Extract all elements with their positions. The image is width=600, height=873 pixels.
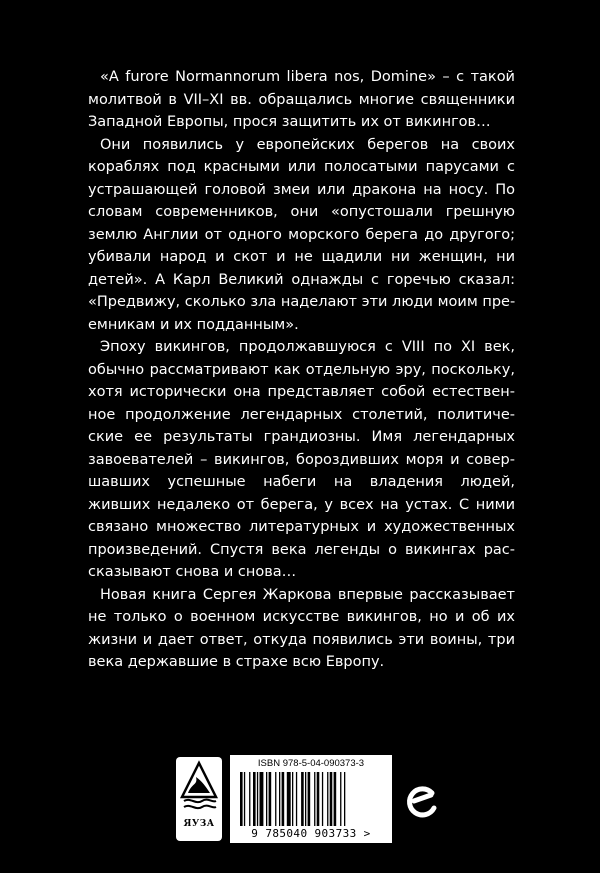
annotation-text xyxy=(88,66,515,674)
text-line: словам современников, они «опустошали грешную xyxy=(88,204,515,220)
text-line: ские ее результаты грандиозны. Имя легендарных xyxy=(88,429,515,445)
text-line: емникам и их подданным». xyxy=(88,316,299,333)
text-line: завоевателей – викингов, бороздивших моря и совер- xyxy=(88,451,515,468)
text-line: детей». А Карл Великий однажды с горечью сказал: xyxy=(88,271,515,288)
text-line: обычно рассматривают как отдельную эру, поскольку, xyxy=(88,361,515,378)
paragraph xyxy=(88,584,515,674)
text-line: хотя исторически она представляет собой естествен- xyxy=(88,384,515,400)
text-line: кораблях под красными или полосатыми парусами с xyxy=(88,159,515,175)
text-line: «Предвижу, сколько зла наделают эти люди моим пре- xyxy=(88,294,516,310)
paragraph xyxy=(88,134,515,337)
text-line: сказывают снова и снова… xyxy=(88,564,297,580)
wave-icon xyxy=(176,757,222,819)
publisher-name: ЯУЗА xyxy=(183,819,215,829)
barcode-bars xyxy=(238,772,384,826)
text-line: устрашающей головой змеи или дракона на носу. По xyxy=(88,181,515,198)
eksmo-logo-icon xyxy=(402,781,442,821)
text-line: ное продолжение легендарных столетий, политиче- xyxy=(88,406,515,423)
yauza-logo-icon xyxy=(176,757,222,841)
paragraph xyxy=(88,336,515,584)
text-line: Эпоху викингов, продолжавшуюся с VIII по XI век, xyxy=(100,339,515,355)
text-line: Они появились у европейских берегов на своих xyxy=(100,136,515,153)
text-line: убивали народ и скот и не щадили ни женщин, ни xyxy=(88,249,515,265)
text-line: связано множество литературных и художественных xyxy=(88,519,515,535)
text-line: живших недалеко от берега, у всех на устах. С ними xyxy=(88,496,515,513)
text-line: Западной Европы, прося защитить их от викингов… xyxy=(88,114,491,130)
text-line: произведений. Спустя века легенды о викингах рас- xyxy=(88,541,515,558)
text-line: жизни и дает ответ, откуда появились эти воины, три xyxy=(88,631,515,648)
text-line: «A furore Normannorum libera nos, Domine» – с такой xyxy=(100,69,515,85)
barcode-digits: 9 785040 903733 > xyxy=(251,827,371,840)
back-cover-footer xyxy=(176,755,442,845)
paragraph xyxy=(88,66,515,134)
text-line: века державшие в страхе всю Европу. xyxy=(88,654,385,670)
text-line: не только о военном искусстве викингов, но и об их xyxy=(88,609,515,625)
text-line: землю Англии от одного морского берега до другого; xyxy=(88,226,515,243)
text-line: шавших успешные набеги на владения людей, xyxy=(88,474,515,490)
text-line: молитвой в VII–XI вв. обращались многие священники xyxy=(88,91,515,108)
barcode xyxy=(230,755,392,843)
text-line: Новая книга Сергея Жаркова впервые рассказывает xyxy=(100,586,515,603)
isbn-label: ISBN 978-5-04-090373-3 xyxy=(257,758,365,769)
